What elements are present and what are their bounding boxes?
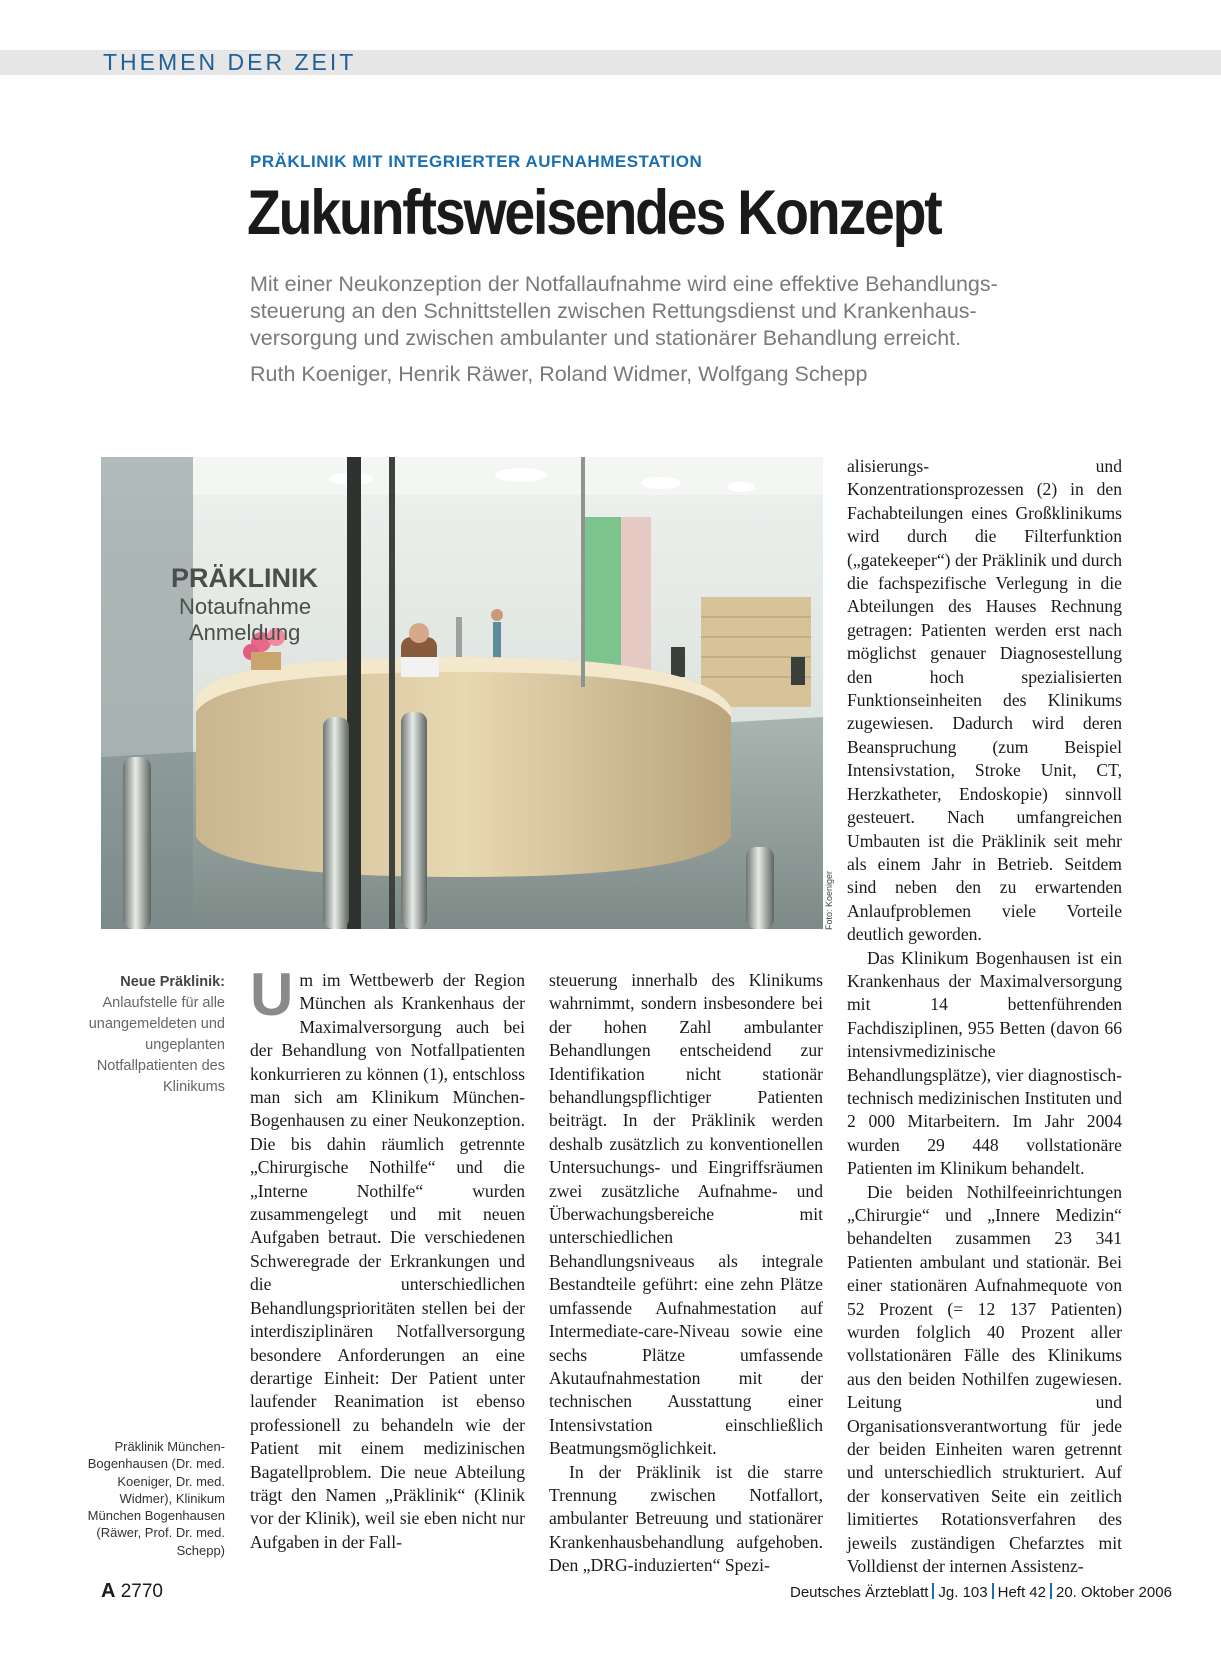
body-paragraph: alisierungs- und Konzentrationsprozessen (2) in den Fachabteilungen eines Großklinikums wird durch die Filterfunktion („gatekeeper“) der Präklinik und durch die fachspezifische Verlegung in die Abteilungen des Hauses Rechnung getragen: Patienten werden erst nach möglichst genauer Diagnosestellung den hoch spezialisierten Funktionseinheiten des Klinikums zugewiesen. Dadurch wird deren Beanspruchung (zum Beispiel Intensivstation, Stroke Unit, CT, Herzkatheter, Endoskopie) sinnvoll gesteuert. Nach umfangreichen Umbauten ist die Präklinik seit mehr als einem Jahr in Betrieb. Seitdem sind neben den zu erwartenden Anlaufproblemen viele Vorteile deutlich geworden.	[847, 456, 1122, 945]
photo-credit: Foto: Koeniger	[824, 870, 834, 930]
article-title: Zukunftsweisendes Konzept	[247, 178, 941, 248]
journal-volume: Jg. 103	[938, 1584, 988, 1601]
reception-photo	[101, 457, 823, 929]
journal-date: 20. Oktober 2006	[1056, 1584, 1172, 1601]
section-label: THEMEN DER ZEIT	[103, 49, 357, 75]
drop-cap: U	[250, 961, 294, 1028]
footer-separator	[1050, 1583, 1052, 1599]
article-authors: Ruth Koeniger, Henrik Räwer, Roland Widmer, Wolfgang Schepp	[250, 362, 868, 386]
journal-name: Deutsches Ärzteblatt	[790, 1584, 929, 1601]
footer-separator	[992, 1583, 994, 1599]
body-paragraph: Die beiden Nothilfeeinrichtungen „Chirurgie“ und „Innere Medizin“ behandelten zusammen 23 341 Patienten ambulant und stationär. Bei einer stationären Aufnahmequote von 52 Prozent (= 12 137 Patienten) wurden folglich 40 Prozent aller vollstationären Fälle des Klinikums aus den beiden Nothilfen zugewiesen. Leitung und Organisationsverantwortung für jede der beiden Einheiten waren getrennt und unterschiedlich strukturiert. Auf der konservativen Seite ein zeitlich limitiertes Rotationsverfahren des jeweils zuständigen Chefarztes mit Volldienst der internen Assistenz-	[847, 1181, 1122, 1577]
journal-issue: Heft 42	[997, 1584, 1046, 1601]
photo-caption	[80, 972, 225, 1098]
sign-line-1: PRÄKLINIK	[171, 563, 318, 593]
body-column-2	[549, 969, 823, 1578]
photo-caption-bold: Neue Präklinik:	[120, 974, 225, 990]
footer-separator	[932, 1583, 934, 1599]
body-column-1	[250, 961, 525, 1554]
author-affiliation: Präklinik München-Bogenhausen (Dr. med. Koeniger, Dr. med. Widmer), Klinikum München Bogenhausen (Räwer, Prof. Dr. med. Schepp)	[87, 1439, 225, 1558]
body-paragraph: Das Klinikum Bogenhausen ist ein Krankenhaus der Maximalversorgung mit 14 bettenführenden Fachdisziplinen, 955 Betten (davon 66 intensivmedizinische Behandlungsplätze), vier diagnostisch-technisch medizinischen Instituten und 2 000 Mitarbeitern. Im Jahr 2004 wurden 29 448 vollstationäre Patienten im Klinikum behandelt.	[847, 947, 1122, 1179]
photo-caption-text: Anlaufstelle für alle unangemeldeten und ungeplanten Notfallpatienten des Klinikums	[88, 995, 225, 1095]
body-paragraph: steuerung innerhalb des Klinikums wahrnimmt, sondern insbesondere bei der hohen Zahl ambulanter Behandlungen entscheidend zur Identifikation nicht stationär behandlungspflichtiger Patienten beiträgt. In der Präklinik werden deshalb zusätzlich zu konventionellen Untersuchungs- und Eingriffsräumen zwei zusätzliche Aufnahme- und Überwachungsbereiche mit unterschiedlichen Behandlungsniveaus als integrale Bestandteile geführt: eine zehn Plätze umfassende Aufnahmestation auf Intermediate-care-Niveau sowie eine sechs Plätze umfassende Akutaufnahmestation mit der technischen Ausstattung einer Intensivstation einschließlich Beatmungsmöglichkeit.	[549, 970, 823, 1459]
body-paragraph: In der Präklinik ist die starre Trennung zwischen Notfallort, ambulanter Betreuung und stationärer Krankenhausbehandlung aufgehoben. Den „DRG-induzierten“ Spezi-	[549, 1461, 823, 1576]
reception-photo-illustration	[101, 457, 823, 929]
sign-line-3: Anmeldung	[189, 620, 301, 645]
article-kicker: PRÄKLINIK MIT INTEGRIERTER AUFNAHMESTATION	[250, 152, 703, 171]
article-lead: Mit einer Neukonzeption der Notfallaufnahme wird eine effektive Behandlungs-steuerung an den Schnittstellen zwischen Rettungsdienst und Krankenhaus-versorgung und zwischen ambulanter und stationärer Behandlung erreicht.	[250, 272, 998, 350]
sign-line-2: Notaufnahme	[179, 594, 312, 619]
page-number-value: 2770	[120, 1581, 164, 1602]
page-number	[101, 1580, 163, 1603]
page-prefix: A	[101, 1580, 116, 1602]
journal-footer	[790, 1583, 1172, 1601]
body-column-3	[847, 455, 1122, 1579]
body-column-1-text: m im Wettbewerb der Region München als Krankenhaus der Maximalversorgung auch bei der Behandlung von Notfallpatienten konkurrieren zu können (1), entschloss man sich am Klinikum München-Bogenhausen zu einer Neukonzeption. Die bis dahin räumlich getrennte „Chirurgische Nothilfe“ und die „Interne Nothilfe“ wurden zusammengelegt und mit neuen Aufgaben betraut. Die verschiedenen Schweregrade der Erkrankungen und die unterschiedlichen Behandlungsprioritäten stellen bei der interdisziplinären Notfallversorgung besondere Anforderungen an eine derartige Einheit: Der Patient unter laufender Reanimation ist ebenso professionell zu behandeln wie der Patient mit einem medizinischen Bagatellproblem. Die neue Abteilung trägt den Namen „Präklinik“ (Klinik vor der Klinik), weil sie eben nicht nur Aufgaben in der Fall-	[250, 970, 525, 1552]
